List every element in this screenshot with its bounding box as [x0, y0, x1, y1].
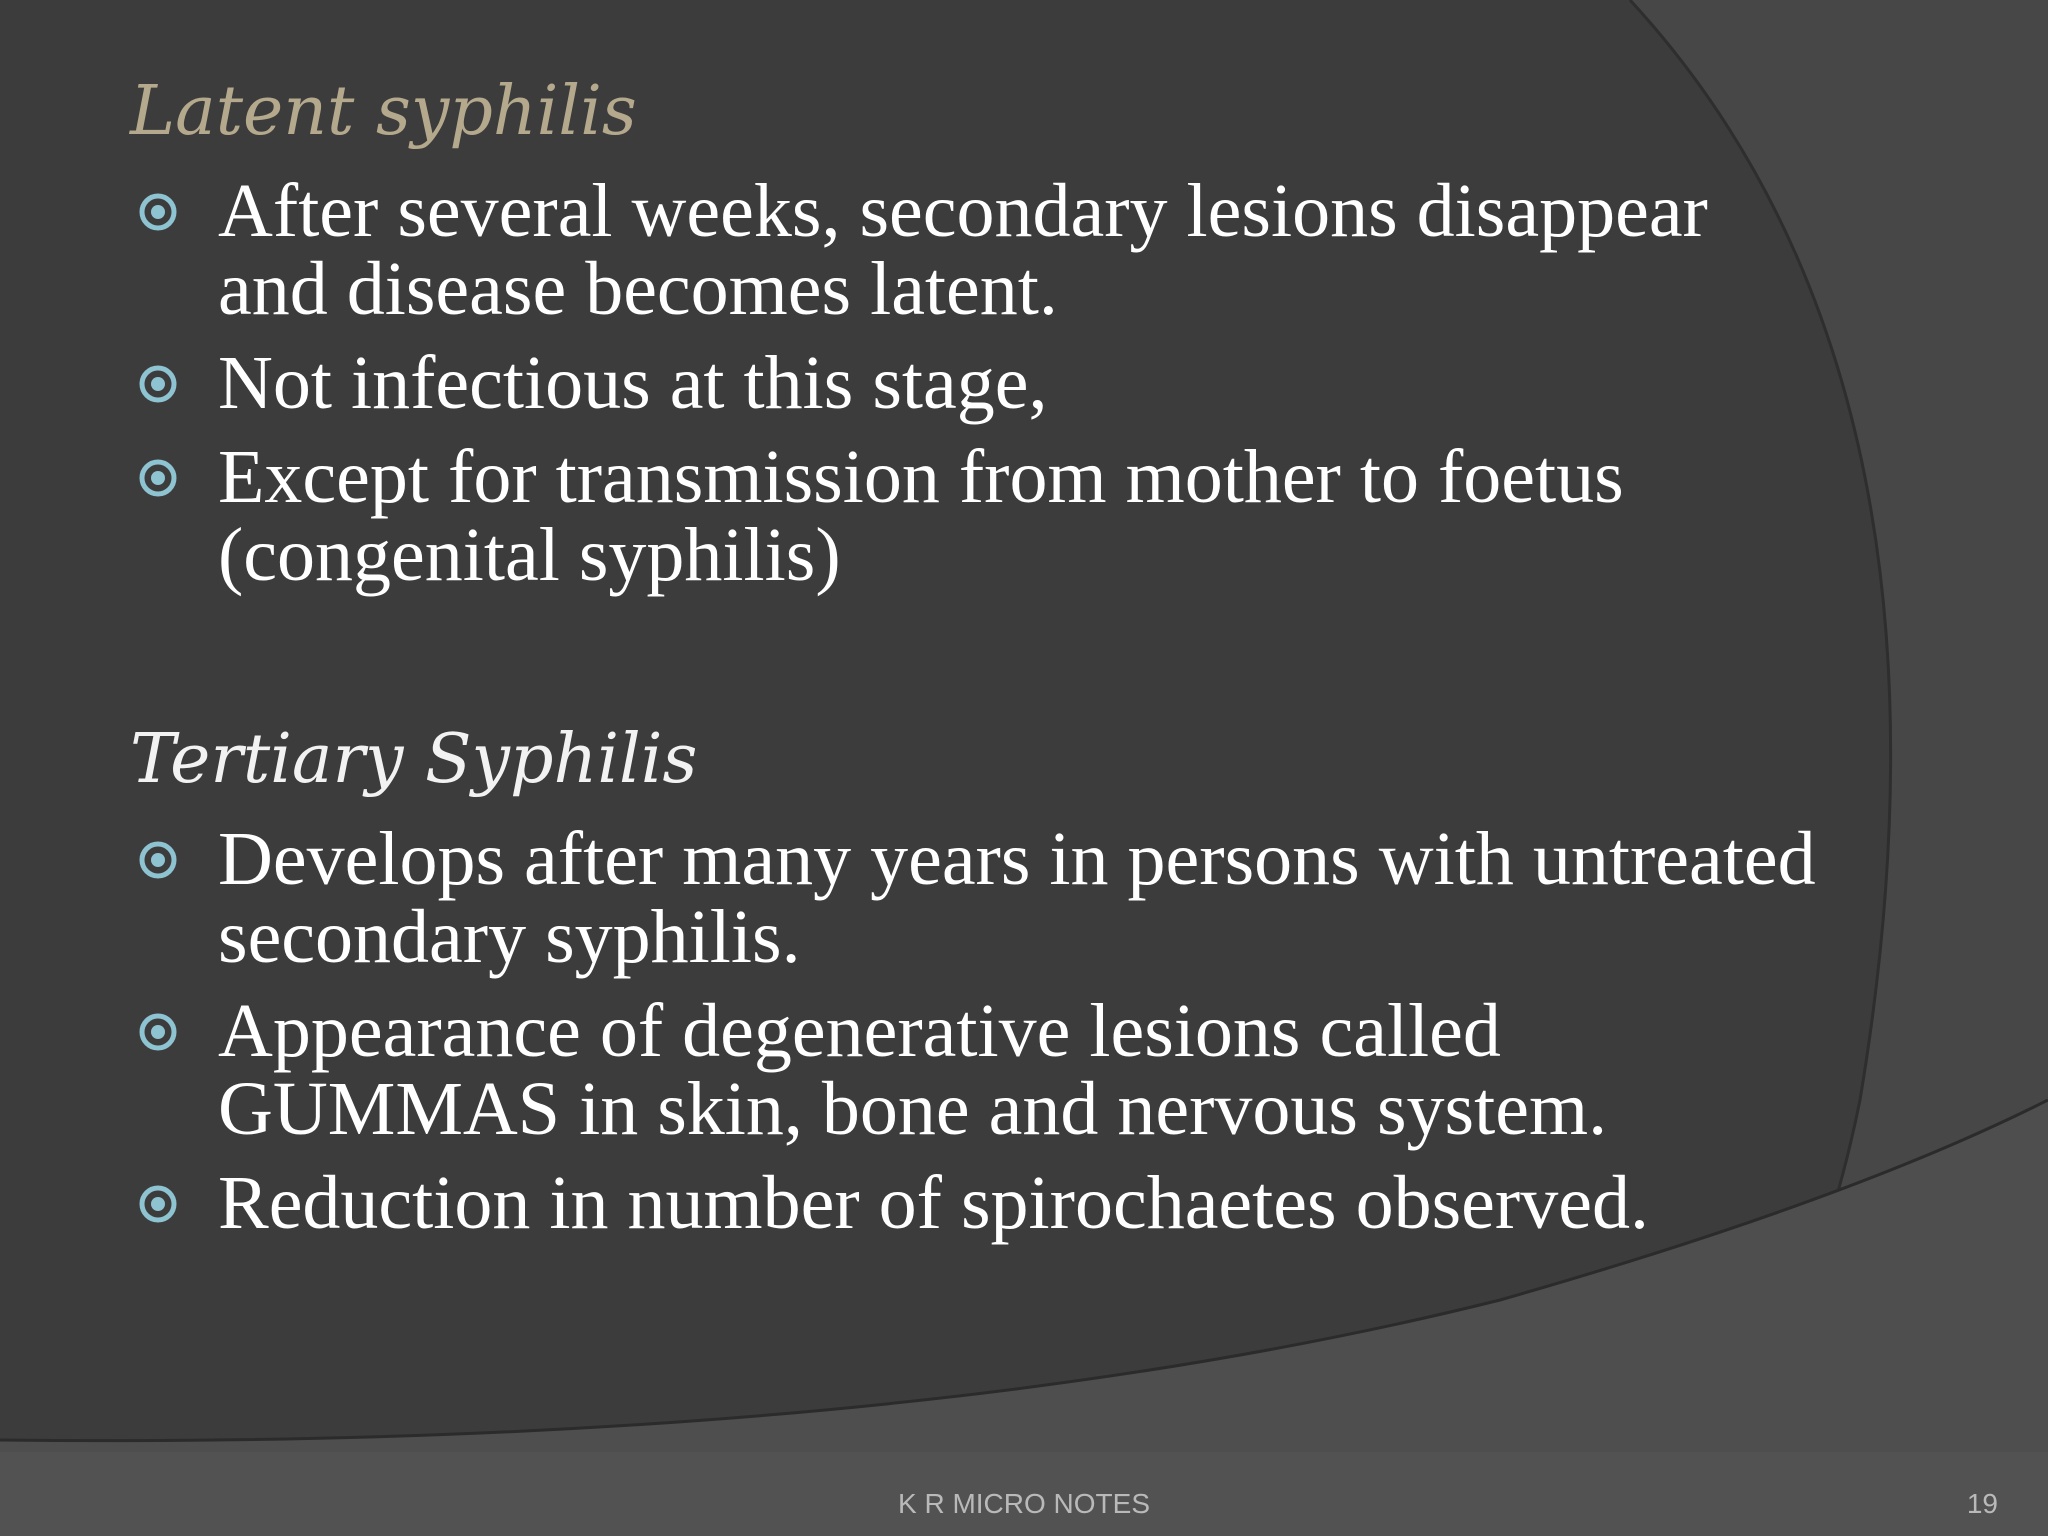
circled-dot-bullet-icon: [138, 364, 178, 404]
bullet-item: [130, 341, 1830, 425]
circled-dot-bullet-icon: [138, 458, 178, 498]
footer-label: K R MICRO NOTES: [897, 1488, 1150, 1519]
bullet-item: [130, 435, 1830, 597]
circled-dot-bullet-icon: [138, 1184, 178, 1224]
bullet-text: Appearance of degenerative lesions called GUMMAS in skin, bone and nervous system.: [218, 989, 1608, 1151]
bullet-item: [130, 169, 1830, 331]
bullet-text: Not infectious at this stage,: [218, 341, 1048, 425]
bullet-text: After several weeks, secondary lesions disappear and disease becomes latent.: [218, 169, 1708, 331]
bullet-item: [130, 989, 1830, 1151]
section-heading-latent: Latent syphilis: [130, 72, 637, 151]
bullet-list-latent: [130, 169, 1830, 610]
bullet-text: Reduction in number of spirochaetes observed.: [218, 1161, 1649, 1245]
section-heading-tertiary: Tertiary Syphilis: [130, 720, 698, 799]
page-number: 19: [1966, 1488, 1998, 1519]
bullet-item: [130, 817, 1830, 979]
bullet-item: [130, 1161, 1830, 1245]
circled-dot-bullet-icon: [138, 192, 178, 232]
circled-dot-bullet-icon: [138, 840, 178, 880]
bullet-list-tertiary: [130, 817, 1830, 1258]
bullet-text: Develops after many years in persons with untreated secondary syphilis.: [218, 817, 1816, 979]
circled-dot-bullet-icon: [138, 1012, 178, 1052]
bullet-text: Except for transmission from mother to foetus (congenital syphilis): [218, 435, 1624, 597]
